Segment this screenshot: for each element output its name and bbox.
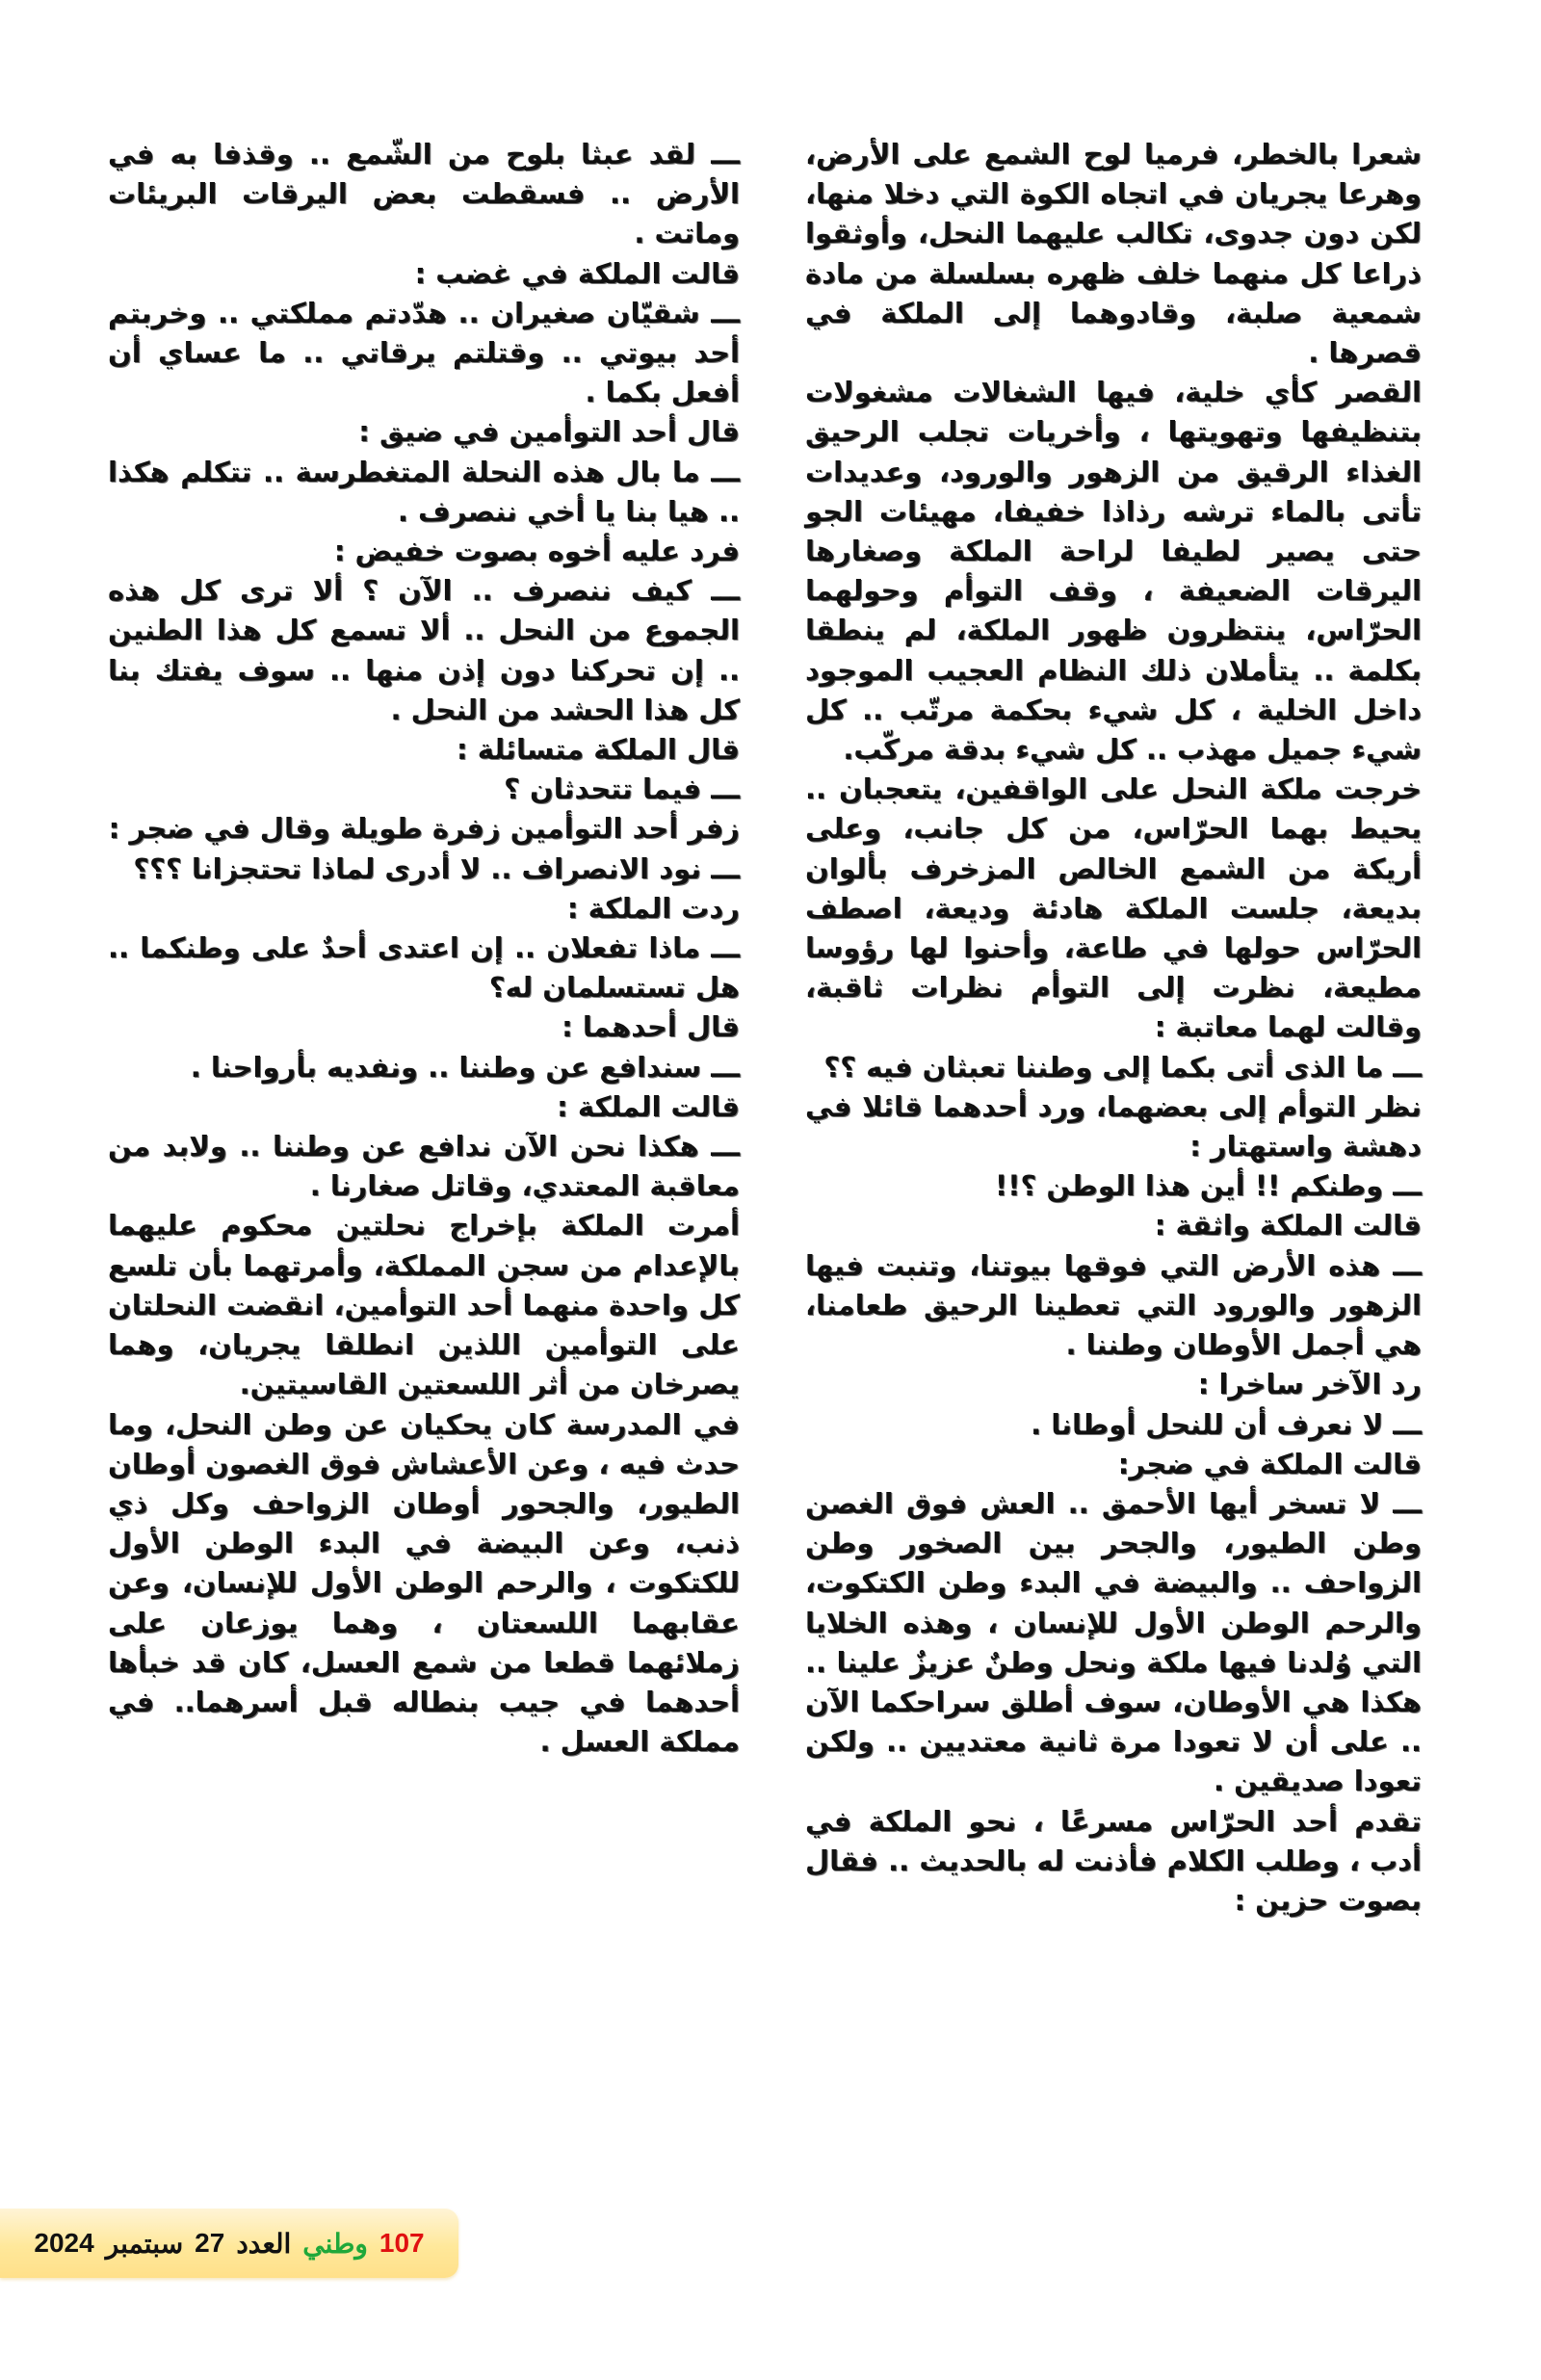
speaker-line: قال أحد التوأمين في ضيق :: [358, 415, 740, 449]
dialogue-line: ـــ لا نعرف أن للنحل أوطانا .: [1031, 1407, 1422, 1441]
dialogue-line: ـــ هذه الأرض التي فوقها بيوتنا، وتنبت فيها الزهور والورود التي تعطينا الرحيق طعامنا، هي أجمل الأوطان وطننا .: [805, 1248, 1422, 1362]
speaker-line: فرد عليه أخوه بصوت خفيض :: [333, 535, 740, 568]
speaker-line: قالت الملكة :: [557, 1089, 740, 1123]
paragraph: تقدم أحد الحرّاس مسرعًا ، نحو الملكة في أدب ، وطلب الكلام فأذنت له بالحديث .. فقال بصوت حزين :: [805, 1804, 1422, 1917]
dialogue-line: ـــ لا تسخر أيها الأحمق .. العش فوق الغصن وطن الطيور، والجحر بين الصخور وطن الزواحف .. والبيضة في البدء وطن الكتكوت، والرحم الوطن الأول للإنسان ، وهذه الخلايا التي وُلدنا فيها ملكة ونحل وطنٌ عزيزٌ علينا .. هكذا هي الأوطان، سوف أطلق سراحكما الآن .. على أن لا تعودا مرة ثانية معتديين .. ولكن تعودا صديقين .: [805, 1486, 1422, 1798]
issue-month: سبتمبر: [105, 2228, 184, 2259]
dialogue-line: ـــ نود الانصراف .. لا أدرى لماذا تحتجزانا ؟؟؟: [133, 851, 740, 885]
paragraph: نظر التوأم إلى بعضهما، ورد أحدهما قائلا في دهشة واستهتار :: [805, 1089, 1422, 1164]
issue-number: 27: [195, 2228, 225, 2258]
paragraph: أمرت الملكة بإخراج نحلتين محكوم عليهما بالإعدام من سجن المملكة، وأمرتهما بأن تلسع كل واحدة منهما أحد التوأمين، انقضت النحلتان على التوأمين اللذين انطلقا يجريان، وهما يصرخان من أثر اللسعتين القاسيتين.: [108, 1209, 740, 1401]
paragraph: القصر كأي خلية، فيها الشغالات مشغولات بتنظيفها وتهويتها ، وأخريات تجلب الرحيق الغذاء الرقيق من الزهور والورود، وعديدات تأتى بالماء ترشه رذاذا خفيفا، مهيئات الجو حتى يصير لطيفا لراحة الملكة وصغارها اليرقات الضعيفة ، وقف التوأم وحولهما الحرّاس، ينتظرون ظهور الملكة، لم ينطقا بكلمة .. يتأملان ذلك النظام العجيب الموجود داخل الخلية ، كل شيء بحكمة مرتّب .. كل شيء جميل مهذب .. كل شيء بدقة مركّب.: [805, 376, 1422, 767]
dialogue-line: ـــ فيما تتحدثان ؟: [504, 772, 740, 806]
speaker-line: ردت الملكة :: [566, 891, 740, 925]
speaker-line: قال الملكة متسائلة :: [457, 733, 740, 767]
dialogue-line: ـــ ما بال هذه النحلة المتغطرسة .. تتكلم هكذا .. هيا بنا يا أخي ننصرف .: [108, 455, 740, 528]
paragraph: شعرا بالخطر، فرميا لوح الشمع على الأرض، وهرعا يجريان في اتجاه الكوة التي دخلا منها، لكن دون جدوى، تكالب عليهما النحل، وأوثقوا ذراعا كل منهما خلف ظهره بسلسلة من مادة شمعية صلبة، وقادوهما إلى الملكة في قصرها .: [805, 138, 1422, 370]
dialogue-line: ـــ هكذا نحن الآن ندافع عن وطننا .. ولابد من معاقبة المعتدي، وقاتل صغارنا .: [108, 1130, 740, 1203]
issue-year: 2024: [34, 2228, 94, 2258]
speaker-line: قالت الملكة واثقة :: [1154, 1209, 1422, 1242]
dialogue-line: ـــ ما الذى أتى بكما إلى وطننا تعبثان فيه ؟؟: [823, 1050, 1422, 1084]
speaker-line: قالت الملكة في ضجر:: [1117, 1447, 1422, 1480]
article-column-right: [805, 135, 1422, 1921]
magazine-name: وطني: [302, 2228, 368, 2259]
dialogue-line: ـــ ماذا تفعلان .. إن اعتدى أحدٌ على وطنكما .. هل تستسلمان له؟: [108, 931, 740, 1005]
dialogue-line: ـــ لقد عبثا بلوح من الشّمع .. وقذفا به في الأرض .. فسقطت بعض اليرقات البريئات وماتت .: [108, 138, 740, 250]
page-footer: [0, 2209, 458, 2278]
paragraph: زفر أحد التوأمين زفرة طويلة وقال في ضجر :: [108, 812, 740, 846]
issue-label: العدد: [236, 2228, 292, 2259]
paragraph: خرجت ملكة النحل على الواقفين، يتعجبان .. يحيط بهما الحرّاس، من كل جانب، وعلى أريكة من الشمع الخالص المزخرف بألوان بديعة، جلست الملكة هادئة وديعة، اصطف الحرّاس حولها في طاعة، وأحنوا لها رؤوسا مطيعة، نظرت إلى التوأم نظرات ثاقبة، وقالت لهما معاتبة :: [805, 772, 1422, 1044]
paragraph: في المدرسة كان يحكيان عن وطن النحل، وما حدث فيه ، وعن الأعشاش فوق الغصون أوطان الطيور، والجحور أوطان الزواحف وكل ذي ذنب، وعن البيضة في البدء الوطن الأول للكتكوت ، والرحم الوطن الأول للإنسان، وعن عقابهما اللسعتان ، وهما يوزعان على زملائهما قطعا من شمع العسل، كان قد خبأها أحدهما في جيب بنطاله قبل أسرهما.. في مملكة العسل .: [108, 1407, 740, 1759]
dialogue-line: ـــ شقيّان صغيران .. هدّدتم مملكتي .. وخربتم أحد بيوتي .. وقتلتم يرقاتي .. ما عساي أن أفعل بكما .: [108, 296, 740, 409]
speaker-line: قالت الملكة في غضب :: [414, 256, 740, 290]
dialogue-line: ـــ سندافع عن وطننا .. ونفديه بأرواحنا .: [190, 1050, 740, 1084]
page-number: 107: [379, 2228, 425, 2258]
dialogue-line: ـــ كيف ننصرف .. الآن ؟ ألا ترى كل هذه الجموع من النحل .. ألا تسمع كل هذا الطنين .. إن تحركنا دون إذن منها .. سوف يفتك بنا كل هذا الحشد من النحل .: [108, 574, 740, 726]
speaker-line: رد الآخر ساخرا :: [1197, 1368, 1422, 1401]
speaker-line: قال أحدهما :: [562, 1010, 740, 1044]
article-column-left: [108, 135, 740, 1762]
dialogue-line: ـــ وطنكم !! أين هذا الوطن ؟!!: [995, 1169, 1422, 1203]
